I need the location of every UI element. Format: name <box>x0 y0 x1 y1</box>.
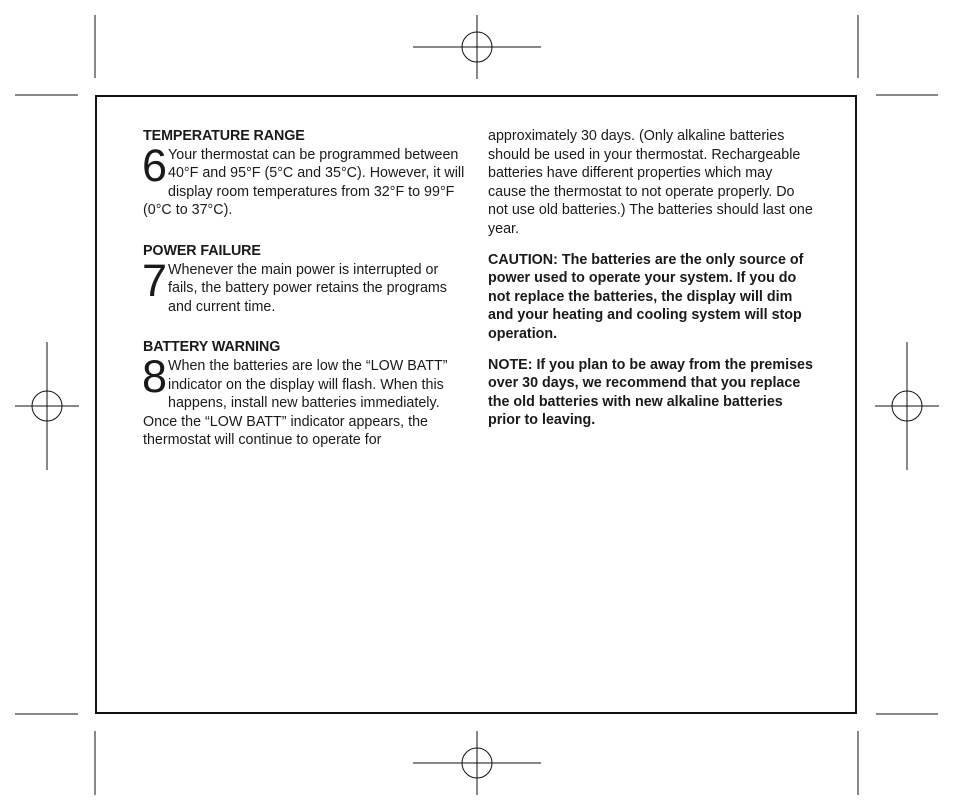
section-heading: POWER FAILURE <box>143 242 261 259</box>
section-heading: BATTERY WARNING <box>143 339 281 356</box>
section-body <box>142 139 465 220</box>
registration-mark-top <box>413 15 541 79</box>
section-text: When the batteries are low the “LOW BATT” indicator on the display will flash. When this happens, install new batteries immediately. Once the “LOW BATT” indicator appears, the thermostat will continue to operate for <box>143 357 448 449</box>
right-column <box>488 127 813 442</box>
note-text: NOTE: If you plan to be away from the premises over 30 days, we recommend that you replace the old batteries with new alkaline batteries prior to leaving. <box>488 356 813 429</box>
caution-text: CAUTION: The batteries are the only source of power used to operate your system. If you do not replace the batteries, the display will dim and your heating and cooling system will stop operation. <box>488 251 804 342</box>
section-number: 6 <box>142 139 167 191</box>
section-temperature-range <box>143 127 465 220</box>
battery-continuation-text: approximately 30 days. (Only alkaline batteries should be used in your thermostat. Rechargeable batteries have different properties which may cause the thermostat to not operate properly. Do not use old batteries.) The batteries should last one year. <box>488 128 813 237</box>
registration-mark-left <box>15 342 79 470</box>
registration-mark-right <box>875 342 939 470</box>
section-battery-warning <box>143 338 465 450</box>
section-text: Whenever the main power is interrupted or fails, the battery power retains the programs and current time. <box>168 261 447 315</box>
section-heading: TEMPERATURE RANGE <box>143 128 305 144</box>
section-number: 7 <box>142 254 167 306</box>
section-text: Your thermostat can be programmed between 40°F and 95°F (5°C and 35°C). However, it will display room temperatures from 32°F to 99°F (0°C to 37°C). <box>143 146 465 219</box>
registration-mark-bottom <box>413 731 541 795</box>
section-body <box>142 350 465 450</box>
section-number: 8 <box>142 350 167 402</box>
left-column <box>143 127 465 472</box>
section-power-failure <box>143 242 465 316</box>
section-body <box>142 254 465 317</box>
